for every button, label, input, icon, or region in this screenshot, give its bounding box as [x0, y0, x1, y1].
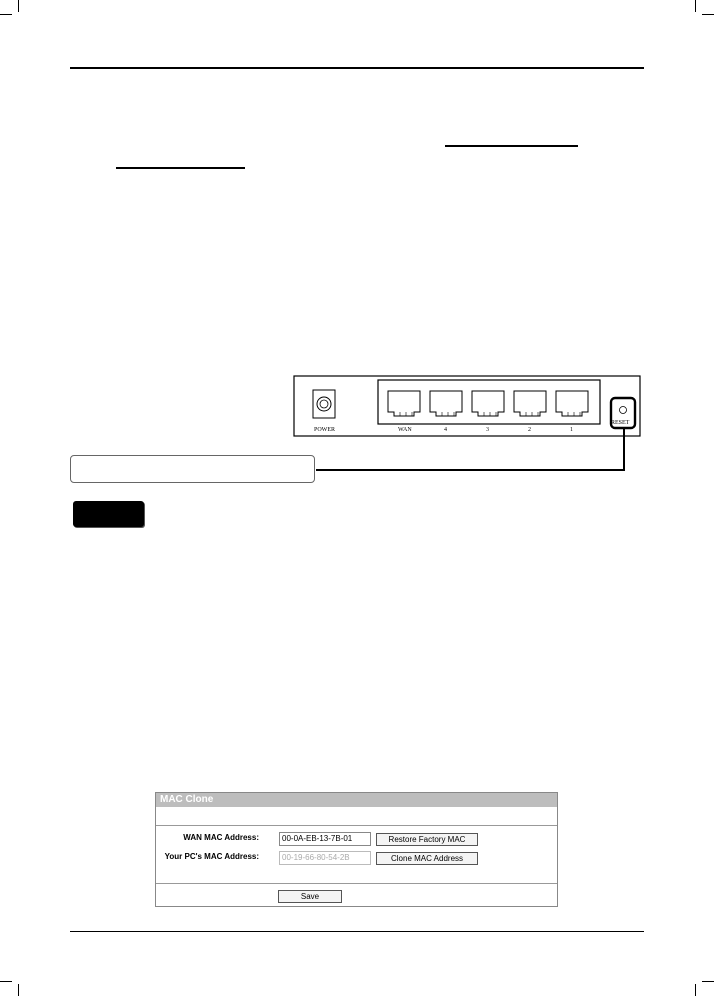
port-1-label: 1	[570, 427, 573, 433]
crop-mark-bl-h	[0, 981, 12, 982]
wan-mac-input[interactable]: 00-0A-EB-13-7B-01	[279, 832, 371, 846]
ethernet-port-2-icon	[514, 391, 546, 416]
link-underline-2	[116, 167, 245, 169]
crop-mark-tl-v	[18, 0, 19, 12]
port-3-label: 3	[486, 427, 489, 433]
pc-mac-label: Your PC's MAC Address:	[164, 852, 259, 861]
reset-callout-box	[70, 455, 315, 483]
wan-port-label: WAN	[398, 427, 412, 433]
crop-mark-br-v	[695, 984, 696, 996]
crop-mark-br-h	[702, 981, 714, 982]
crop-mark-tl-h	[0, 14, 12, 15]
wan-mac-label: WAN MAC Address:	[183, 833, 259, 842]
link-underline-1	[445, 145, 578, 147]
restore-factory-mac-button[interactable]: Restore Factory MAC	[376, 833, 478, 846]
crop-mark-tr-v	[695, 0, 696, 12]
header-rule	[70, 67, 644, 69]
power-jack-icon	[313, 390, 335, 418]
footer-rule	[70, 931, 644, 932]
mac-clone-panel	[155, 792, 558, 907]
clone-mac-address-button[interactable]: Clone MAC Address	[376, 852, 478, 865]
ethernet-port-4-icon	[430, 391, 462, 416]
mac-clone-top-divider	[156, 825, 557, 826]
ethernet-port-1-icon	[556, 391, 588, 416]
power-label: POWER	[314, 427, 335, 433]
crop-mark-bl-v	[18, 984, 19, 996]
crop-mark-tr-h	[702, 14, 714, 15]
save-button[interactable]: Save	[278, 890, 342, 903]
mac-clone-bottom-divider	[156, 883, 557, 884]
router-back-panel	[290, 370, 645, 480]
ethernet-port-3-icon	[472, 391, 504, 416]
port-4-label: 4	[444, 427, 447, 433]
reset-label: RESET	[611, 420, 630, 426]
pc-mac-input[interactable]: 00-19-66-80-54-2B	[279, 851, 371, 865]
port-2-label: 2	[528, 427, 531, 433]
mac-clone-title: MAC Clone	[156, 793, 557, 807]
ethernet-port-wan-icon	[388, 391, 420, 416]
note-badge	[73, 501, 144, 527]
